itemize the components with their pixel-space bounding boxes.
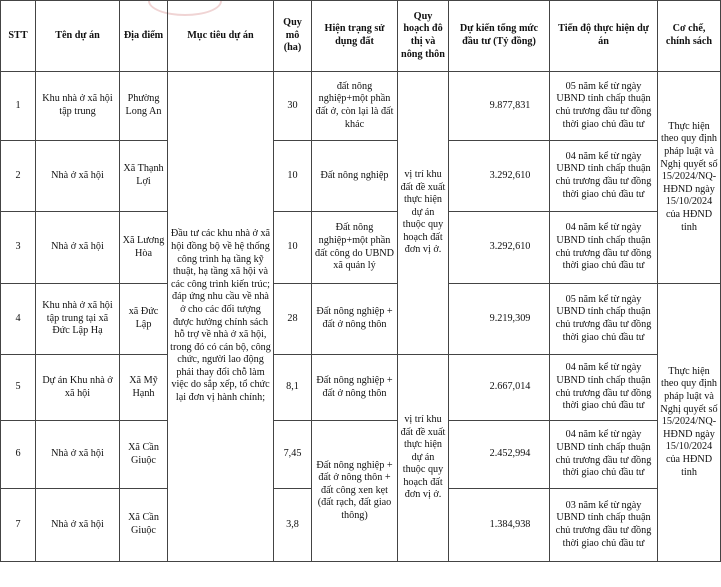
cell-stt: 6 [1,421,36,489]
cell-scale: 8,1 [274,355,312,421]
cell-investment: 2.667,014 [449,355,550,421]
cell-scale: 30 [274,72,312,141]
cell-progress: 05 năm kể từ ngày UBND tỉnh chấp thuận chủ trương đầu tư đồng thời giao chủ đầu tư [550,284,658,355]
cell-scale: 10 [274,212,312,284]
cell-investment: 9.877,831 [449,72,550,141]
cell-progress: 03 năm kể từ ngày UBND tỉnh chấp thuận chủ trương đầu tư đồng thời giao chủ đầu tư [550,489,658,562]
cell-land: Đất nông nghiệp [312,141,398,212]
cell-scale: 10 [274,141,312,212]
cell-progress: 04 năm kể từ ngày UBND tỉnh chấp thuận chủ trương đầu tư đồng thời giao chủ đầu tư [550,355,658,421]
cell-name: Dự án Khu nhà ở xã hội [36,355,120,421]
cell-location: Xã Cần Giuộc [120,421,168,489]
cell-progress: 05 năm kể từ ngày UBND tỉnh chấp thuận chủ trương đầu tư đồng thời giao chủ đầu tư [550,72,658,141]
header-name: Tên dự án [36,1,120,72]
cell-objective: Đầu tư các khu nhà ở xã hội đồng bộ về hệ thống công trình hạ tầng kỹ thuật, hạ tầng xã hội và các công trình kiến trúc; đáp ứng nhu cầu về nhà ở cho các đối tượng được hưởng chính sách hỗ trợ về nhà ở xã hội, trong đó có cán bộ, công chức, người lao động phải thay đổi chỗ làm việc do sắp xếp, tổ chức lại đơn vị hành chính; [168,72,274,562]
cell-investment: 2.452,994 [449,421,550,489]
cell-stt: 1 [1,72,36,141]
cell-stt: 3 [1,212,36,284]
cell-progress: 04 năm kể từ ngày UBND tỉnh chấp thuận chủ trương đầu tư đồng thời giao chủ đầu tư [550,141,658,212]
cell-name: Khu nhà ở xã hội tập trung [36,72,120,141]
header-stt: STT [1,1,36,72]
header-objective: Mục tiêu dự án [168,1,274,72]
cell-scale: 28 [274,284,312,355]
header-land: Hiện trạng sử dụng đất [312,1,398,72]
header-investment: Dự kiến tổng mức đầu tư (Tỷ đồng) [449,1,550,72]
cell-name: Nhà ở xã hội [36,212,120,284]
cell-investment: 1.384,938 [449,489,550,562]
cell-land: Đất nông nghiệp + đất ở nông thôn + đất công xen kẹt (đất rạch, đất giao thông) [312,421,398,562]
cell-policy: Thực hiện theo quy định pháp luật và Nghị quyết số 15/2024/NQ-HĐND ngày 15/10/2024 của HĐND tỉnh [658,284,721,562]
header-location: Địa điểm [120,1,168,72]
cell-policy: Thực hiện theo quy định pháp luật và Nghị quyết số 15/2024/NQ-HĐND ngày 15/10/2024 của HĐND tỉnh [658,72,721,284]
cell-stt: 7 [1,489,36,562]
cell-location: xã Đức Lập [120,284,168,355]
cell-planning: vị trí khu đất đề xuất thực hiện dự án thuộc quy hoạch đất đơn vị ở. [398,355,449,562]
cell-scale: 3,8 [274,489,312,562]
table-row [1,72,721,141]
table-row [1,421,721,489]
header-row [1,1,721,72]
header-scale: Quy mô (ha) [274,1,312,72]
cell-planning: vị trí khu đất đề xuất thực hiện dự án thuộc quy hoạch đất đơn vị ở. [398,72,449,355]
cell-location: Phường Long An [120,72,168,141]
cell-name: Nhà ở xã hội [36,421,120,489]
cell-progress: 04 năm kể từ ngày UBND tỉnh chấp thuận chủ trương đầu tư đồng thời giao chủ đầu tư [550,212,658,284]
cell-scale: 7,45 [274,421,312,489]
table-row [1,141,721,212]
cell-location: Xã Lương Hòa [120,212,168,284]
cell-location: Xã Cần Giuộc [120,489,168,562]
cell-location: Xã Mỹ Hạnh [120,355,168,421]
cell-progress: 04 năm kể từ ngày UBND tỉnh chấp thuận chủ trương đầu tư đồng thời giao chủ đầu tư [550,421,658,489]
cell-land: đất nông nghiệp+một phần đất ở, còn lại là đất khác [312,72,398,141]
cell-stt: 4 [1,284,36,355]
cell-investment: 3.292,610 [449,141,550,212]
cell-land: Đất nông nghiệp + đất ở nông thôn [312,355,398,421]
table-row [1,212,721,284]
cell-investment: 3.292,610 [449,212,550,284]
table-row [1,284,721,355]
cell-name: Khu nhà ở xã hội tập trung tại xã Đức Lập Hạ [36,284,120,355]
header-progress: Tiến độ thực hiện dự án [550,1,658,72]
cell-stt: 5 [1,355,36,421]
cell-land: Đất nông nghiệp+một phần đất công do UBND xã quản lý [312,212,398,284]
cell-name: Nhà ở xã hội [36,489,120,562]
cell-name: Nhà ở xã hội [36,141,120,212]
cell-location: Xã Thạnh Lợi [120,141,168,212]
cell-investment: 9.219,309 [449,284,550,355]
header-policy: Cơ chế, chính sách [658,1,721,72]
cell-stt: 2 [1,141,36,212]
header-planning: Quy hoạch đô thị và nông thôn [398,1,449,72]
cell-land: Đất nông nghiệp + đất ở nông thôn [312,284,398,355]
table-row [1,355,721,421]
